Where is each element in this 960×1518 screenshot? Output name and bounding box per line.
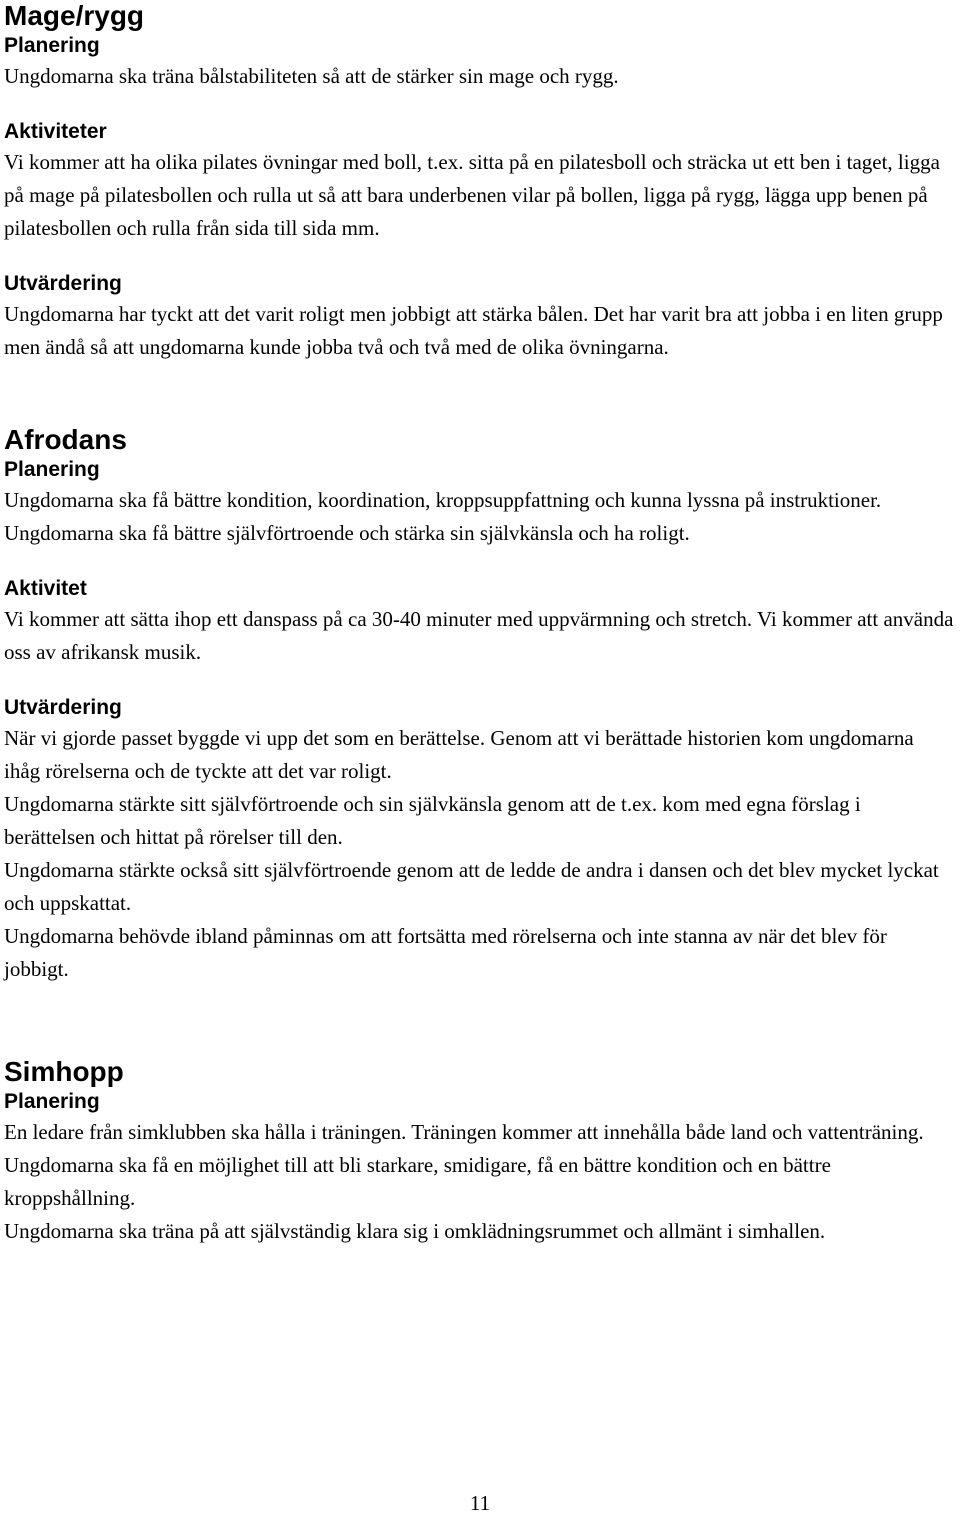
section-title: Afrodans [4,424,127,455]
evaluation-paragraph: Ungdomarna behövde ibland påminnas om att fortsätta med rörelserna och inte stanna av när det blev för jobbigt. [4,924,887,981]
section-afrodans [4,424,954,986]
activity-heading: Aktiviteter [4,120,107,143]
activity-text: Vi kommer att ha olika pilates övningar med boll, t.ex. sitta på en pilatesboll och sträcka ut ett ben i taget, ligga på mage på pilatesbollen och rulla ut så att bara underbenen vilar på bollen, ligga på rygg, lägga upp benen på pilatesbollen och rulla från sida till sida mm. [4,150,940,240]
evaluation-paragraph: Ungdomarna stärkte också sitt självförtroende genom att de ledde de andra i dansen och det blev mycket lyckat och uppskattat. [4,858,939,915]
planning-paragraph: Ungdomarna ska träna på att självständig klara sig i omklädningsrummet och allmänt i simhallen. [4,1219,826,1243]
planning-text: Ungdomarna ska träna bålstabiliteten så att de stärker sin mage och rygg. [4,64,619,88]
planning-heading: Planering [4,1090,100,1113]
section-simhopp [4,1056,954,1248]
section-title: Mage/rygg [4,0,145,31]
activity-text: Vi kommer att sätta ihop ett danspass på ca 30-40 minuter med uppvärmning och stretch. Vi kommer att använda oss av afrikansk musik. [4,607,954,664]
planning-heading: Planering [4,34,100,57]
planning-paragraph: Ungdomarna ska få en möjlighet till att bli starkare, smidigare, få en bättre kondition och en bättre kroppshållning. [4,1153,831,1210]
section-title: Simhopp [4,1056,124,1087]
section-mage-rygg [4,0,954,364]
evaluation-paragraph: Ungdomarna stärkte sitt självförtroende och sin självkänsla genom att de t.ex. kom med egna förslag i berättelsen och hittat på rörelser till den. [4,792,861,849]
page-number: 11 [469,1491,491,1515]
evaluation-heading: Utvärdering [4,272,122,295]
evaluation-text: Ungdomarna har tyckt att det varit roligt men jobbigt att stärka bålen. Det har varit bra att jobba i en liten grupp men ändå så att ungdomarna kunde jobba två och två med de olika övningarna. [4,302,943,359]
planning-text: Ungdomarna ska få bättre kondition, koordination, kroppsuppfattning och kunna lyssna på instruktioner. Ungdomarna ska få bättre självförtroende och stärka sin självkänsla och ha roligt. [4,488,882,545]
document-page [4,0,954,1248]
activity-heading: Aktivitet [4,577,87,600]
planning-heading: Planering [4,458,100,481]
evaluation-paragraph: När vi gjorde passet byggde vi upp det som en berättelse. Genom att vi berättade historien kom ungdomarna ihåg rörelserna och de tyckte att det var roligt. [4,726,914,783]
evaluation-heading: Utvärdering [4,696,122,719]
planning-paragraph: En ledare från simklubben ska hålla i träningen. Träningen kommer att innehålla både land och vattenträning. [4,1120,924,1144]
